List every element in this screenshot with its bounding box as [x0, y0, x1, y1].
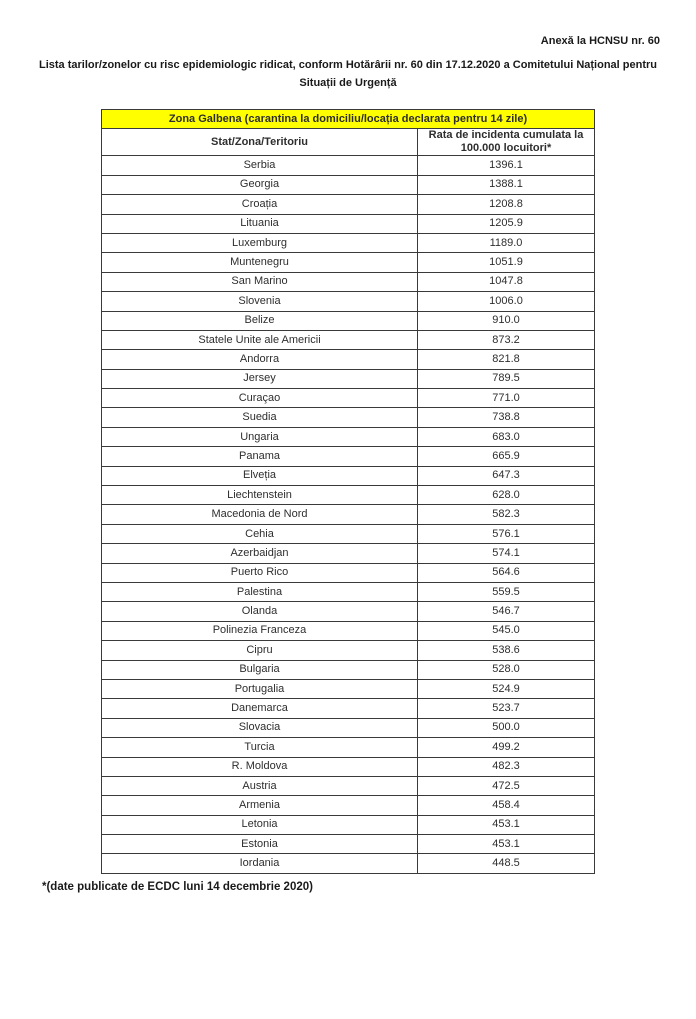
country-cell: Andorra	[102, 350, 418, 369]
table-row	[102, 776, 595, 795]
country-cell: Muntenegru	[102, 253, 418, 272]
country-cell: Suedia	[102, 408, 418, 427]
rate-cell: 574.1	[418, 544, 595, 563]
table-row	[102, 757, 595, 776]
table-caption-row	[102, 110, 595, 129]
country-cell: Slovenia	[102, 292, 418, 311]
country-cell: Macedonia de Nord	[102, 505, 418, 524]
country-cell: Croația	[102, 195, 418, 214]
table-row	[102, 854, 595, 873]
column-header-country: Stat/Zona/Teritoriu	[102, 129, 418, 156]
table-row	[102, 582, 595, 601]
table-caption: Zona Galbena (carantina la domiciliu/locația declarata pentru 14 zile)	[102, 110, 595, 129]
rate-cell: 576.1	[418, 524, 595, 543]
table-row	[102, 156, 595, 175]
rate-cell: 482.3	[418, 757, 595, 776]
annex-label: Anexă la HCNSU nr. 60	[540, 35, 660, 47]
country-cell: Georgia	[102, 175, 418, 194]
country-cell: San Marino	[102, 272, 418, 291]
country-cell: Danemarca	[102, 699, 418, 718]
rate-cell: 1205.9	[418, 214, 595, 233]
country-cell: Portugalia	[102, 679, 418, 698]
rate-cell: 524.9	[418, 679, 595, 698]
rate-cell: 453.1	[418, 815, 595, 834]
rate-cell: 628.0	[418, 486, 595, 505]
table-row	[102, 563, 595, 582]
rate-cell: 582.3	[418, 505, 595, 524]
table-row	[102, 292, 595, 311]
country-cell: Slovacia	[102, 718, 418, 737]
table-row	[102, 233, 595, 252]
rate-cell: 1388.1	[418, 175, 595, 194]
table-row	[102, 369, 595, 388]
rate-cell: 873.2	[418, 330, 595, 349]
country-cell: Belize	[102, 311, 418, 330]
table-row	[102, 195, 595, 214]
country-cell: Cehia	[102, 524, 418, 543]
country-cell: Bulgaria	[102, 660, 418, 679]
column-header-rate: Rata de incidenta cumulata la 100.000 locuitori*	[418, 129, 595, 156]
table-row	[102, 389, 595, 408]
rate-cell: 789.5	[418, 369, 595, 388]
rate-cell: 528.0	[418, 660, 595, 679]
table-row	[102, 796, 595, 815]
country-cell: Palestina	[102, 582, 418, 601]
country-cell: Azerbaidjan	[102, 544, 418, 563]
table-row	[102, 505, 595, 524]
table-row	[102, 350, 595, 369]
rate-cell: 665.9	[418, 447, 595, 466]
country-cell: Polinezia Franceza	[102, 621, 418, 640]
table-row	[102, 660, 595, 679]
country-cell: Liechtenstein	[102, 486, 418, 505]
table-row	[102, 699, 595, 718]
table-row	[102, 330, 595, 349]
rate-cell: 1189.0	[418, 233, 595, 252]
rate-cell: 771.0	[418, 389, 595, 408]
country-cell: Panama	[102, 447, 418, 466]
table-row	[102, 272, 595, 291]
table-row	[102, 835, 595, 854]
rate-cell: 647.3	[418, 466, 595, 485]
table-row	[102, 815, 595, 834]
table-row	[102, 602, 595, 621]
table-row	[102, 408, 595, 427]
rate-cell: 564.6	[418, 563, 595, 582]
table-header-row	[102, 129, 595, 156]
country-cell: Elveția	[102, 466, 418, 485]
rate-cell: 559.5	[418, 582, 595, 601]
country-cell: Austria	[102, 776, 418, 795]
country-cell: Curaçao	[102, 389, 418, 408]
rate-cell: 1051.9	[418, 253, 595, 272]
table-row	[102, 718, 595, 737]
rate-cell: 472.5	[418, 776, 595, 795]
table-row	[102, 447, 595, 466]
country-cell: Ungaria	[102, 427, 418, 446]
table-row	[102, 679, 595, 698]
table-row	[102, 427, 595, 446]
rate-cell: 683.0	[418, 427, 595, 446]
footnote: *(date publicate de ECDC luni 14 decembrie 2020)	[42, 880, 313, 893]
rate-cell: 1208.8	[418, 195, 595, 214]
rate-cell: 1396.1	[418, 156, 595, 175]
country-cell: Armenia	[102, 796, 418, 815]
rate-cell: 1006.0	[418, 292, 595, 311]
table-row	[102, 175, 595, 194]
rate-cell: 738.8	[418, 408, 595, 427]
table-row	[102, 621, 595, 640]
country-cell: Olanda	[102, 602, 418, 621]
country-cell: Cipru	[102, 641, 418, 660]
risk-table	[101, 109, 595, 874]
rate-cell: 453.1	[418, 835, 595, 854]
rate-cell: 458.4	[418, 796, 595, 815]
table-row	[102, 466, 595, 485]
country-cell: Jersey	[102, 369, 418, 388]
table-body	[102, 110, 595, 874]
table-row	[102, 486, 595, 505]
country-cell: Luxemburg	[102, 233, 418, 252]
country-cell: Letonia	[102, 815, 418, 834]
rate-cell: 523.7	[418, 699, 595, 718]
country-cell: Turcia	[102, 738, 418, 757]
table-row	[102, 253, 595, 272]
country-cell: Serbia	[102, 156, 418, 175]
rate-cell: 821.8	[418, 350, 595, 369]
table-row	[102, 641, 595, 660]
table-row	[102, 214, 595, 233]
rate-cell: 499.2	[418, 738, 595, 757]
table-row	[102, 524, 595, 543]
country-cell: Puerto Rico	[102, 563, 418, 582]
country-cell: Estonia	[102, 835, 418, 854]
country-cell: Statele Unite ale Americii	[102, 330, 418, 349]
rate-cell: 538.6	[418, 641, 595, 660]
country-cell: R. Moldova	[102, 757, 418, 776]
rate-cell: 546.7	[418, 602, 595, 621]
rate-cell: 545.0	[418, 621, 595, 640]
table-row	[102, 738, 595, 757]
rate-cell: 500.0	[418, 718, 595, 737]
document-title: Lista tarilor/zonelor cu risc epidemiologic ridicat, conform Hotărârii nr. 60 din 17.12.2020 a Comitetului Național pentru Situații de Urgență	[39, 59, 657, 89]
table-row	[102, 544, 595, 563]
rate-cell: 1047.8	[418, 272, 595, 291]
rate-cell: 448.5	[418, 854, 595, 873]
rate-cell: 910.0	[418, 311, 595, 330]
table-row	[102, 311, 595, 330]
country-cell: Iordania	[102, 854, 418, 873]
country-cell: Lituania	[102, 214, 418, 233]
